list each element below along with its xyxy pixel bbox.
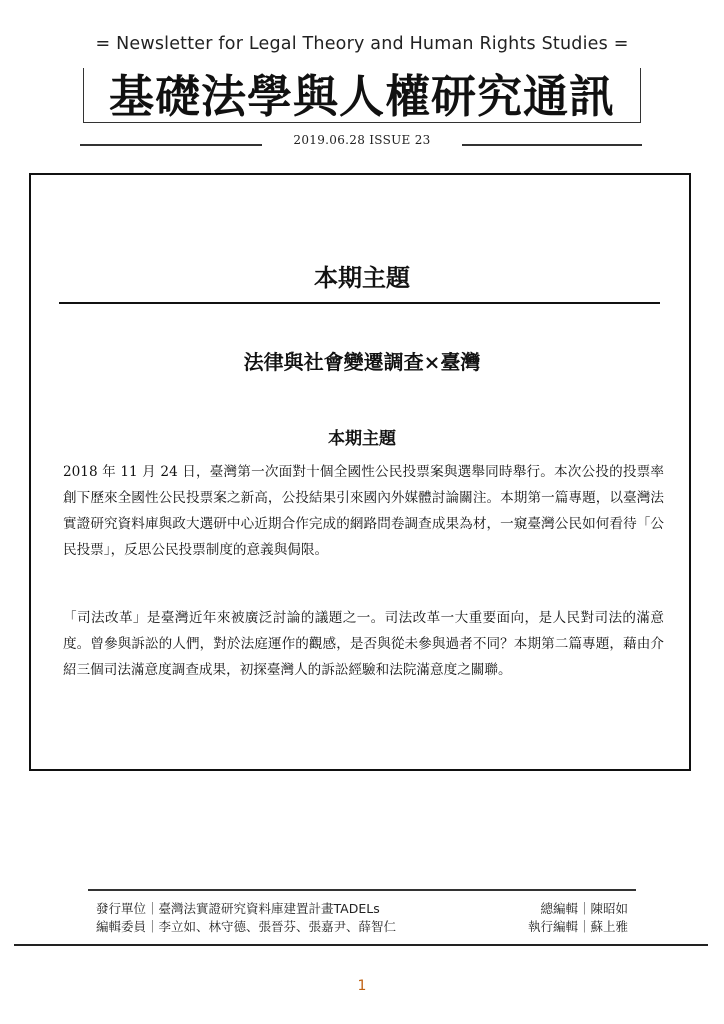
masthead-title: 基礎法學與人權研究通訊 bbox=[108, 70, 615, 123]
footer-rule-bottom bbox=[14, 944, 708, 946]
issue-label: 2019.06.28 ISSUE 23 bbox=[293, 133, 431, 147]
issue-rule-right bbox=[462, 144, 642, 146]
topic-title: 法律與社會變遷調查×臺灣 bbox=[243, 350, 481, 374]
paragraph-1: 2018 年 11 月 24 日，臺灣第一次面對十個全國性公民投票案與選舉同時舉行。本次公投的投票率創下歷來全國性公民投票案之新高，公投結果引來國內外媒體討論關注。本期第一篇專題，以臺灣法實證研究資料庫與政大選研中心近期合作完成的網路問卷調查成果為材，一窺臺灣公民如何看待「公民投票」，反思公民投票制度的意義與侷限。 bbox=[63, 464, 664, 558]
publisher-credit: 發行單位｜臺灣法實證研究資料庫建置計畫TADELs bbox=[96, 901, 380, 916]
executive-editor-credit: 執行編輯｜蘇上雅 bbox=[527, 919, 628, 934]
editorial-board-credit: 編輯委員｜李立如、林守德、張晉芬、張嘉尹、薛智仁 bbox=[96, 919, 397, 934]
masthead-subtitle: = Newsletter for Legal Theory and Human Rights Studies = bbox=[95, 34, 629, 54]
issue-rule-left bbox=[80, 144, 262, 146]
theme-heading-rule bbox=[59, 302, 660, 304]
chief-editor-credit: 總編輯｜陳昭如 bbox=[540, 901, 628, 916]
footer-rule-top bbox=[88, 889, 636, 891]
sub-heading: 本期主題 bbox=[328, 429, 396, 449]
page-number: 1 bbox=[357, 978, 367, 994]
theme-heading: 本期主題 bbox=[314, 263, 410, 292]
paragraph-2: 「司法改革」是臺灣近年來被廣泛討論的議題之一。司法改革一大重要面向，是人民對司法的滿意度。曾參與訴訟的人們，對於法庭運作的觀感，是否與從未參與過者不同？本期第二篇專題，藉由介紹三個司法滿意度調查成果，初探臺灣人的訴訟經驗和法院滿意度之關聯。 bbox=[63, 610, 664, 678]
